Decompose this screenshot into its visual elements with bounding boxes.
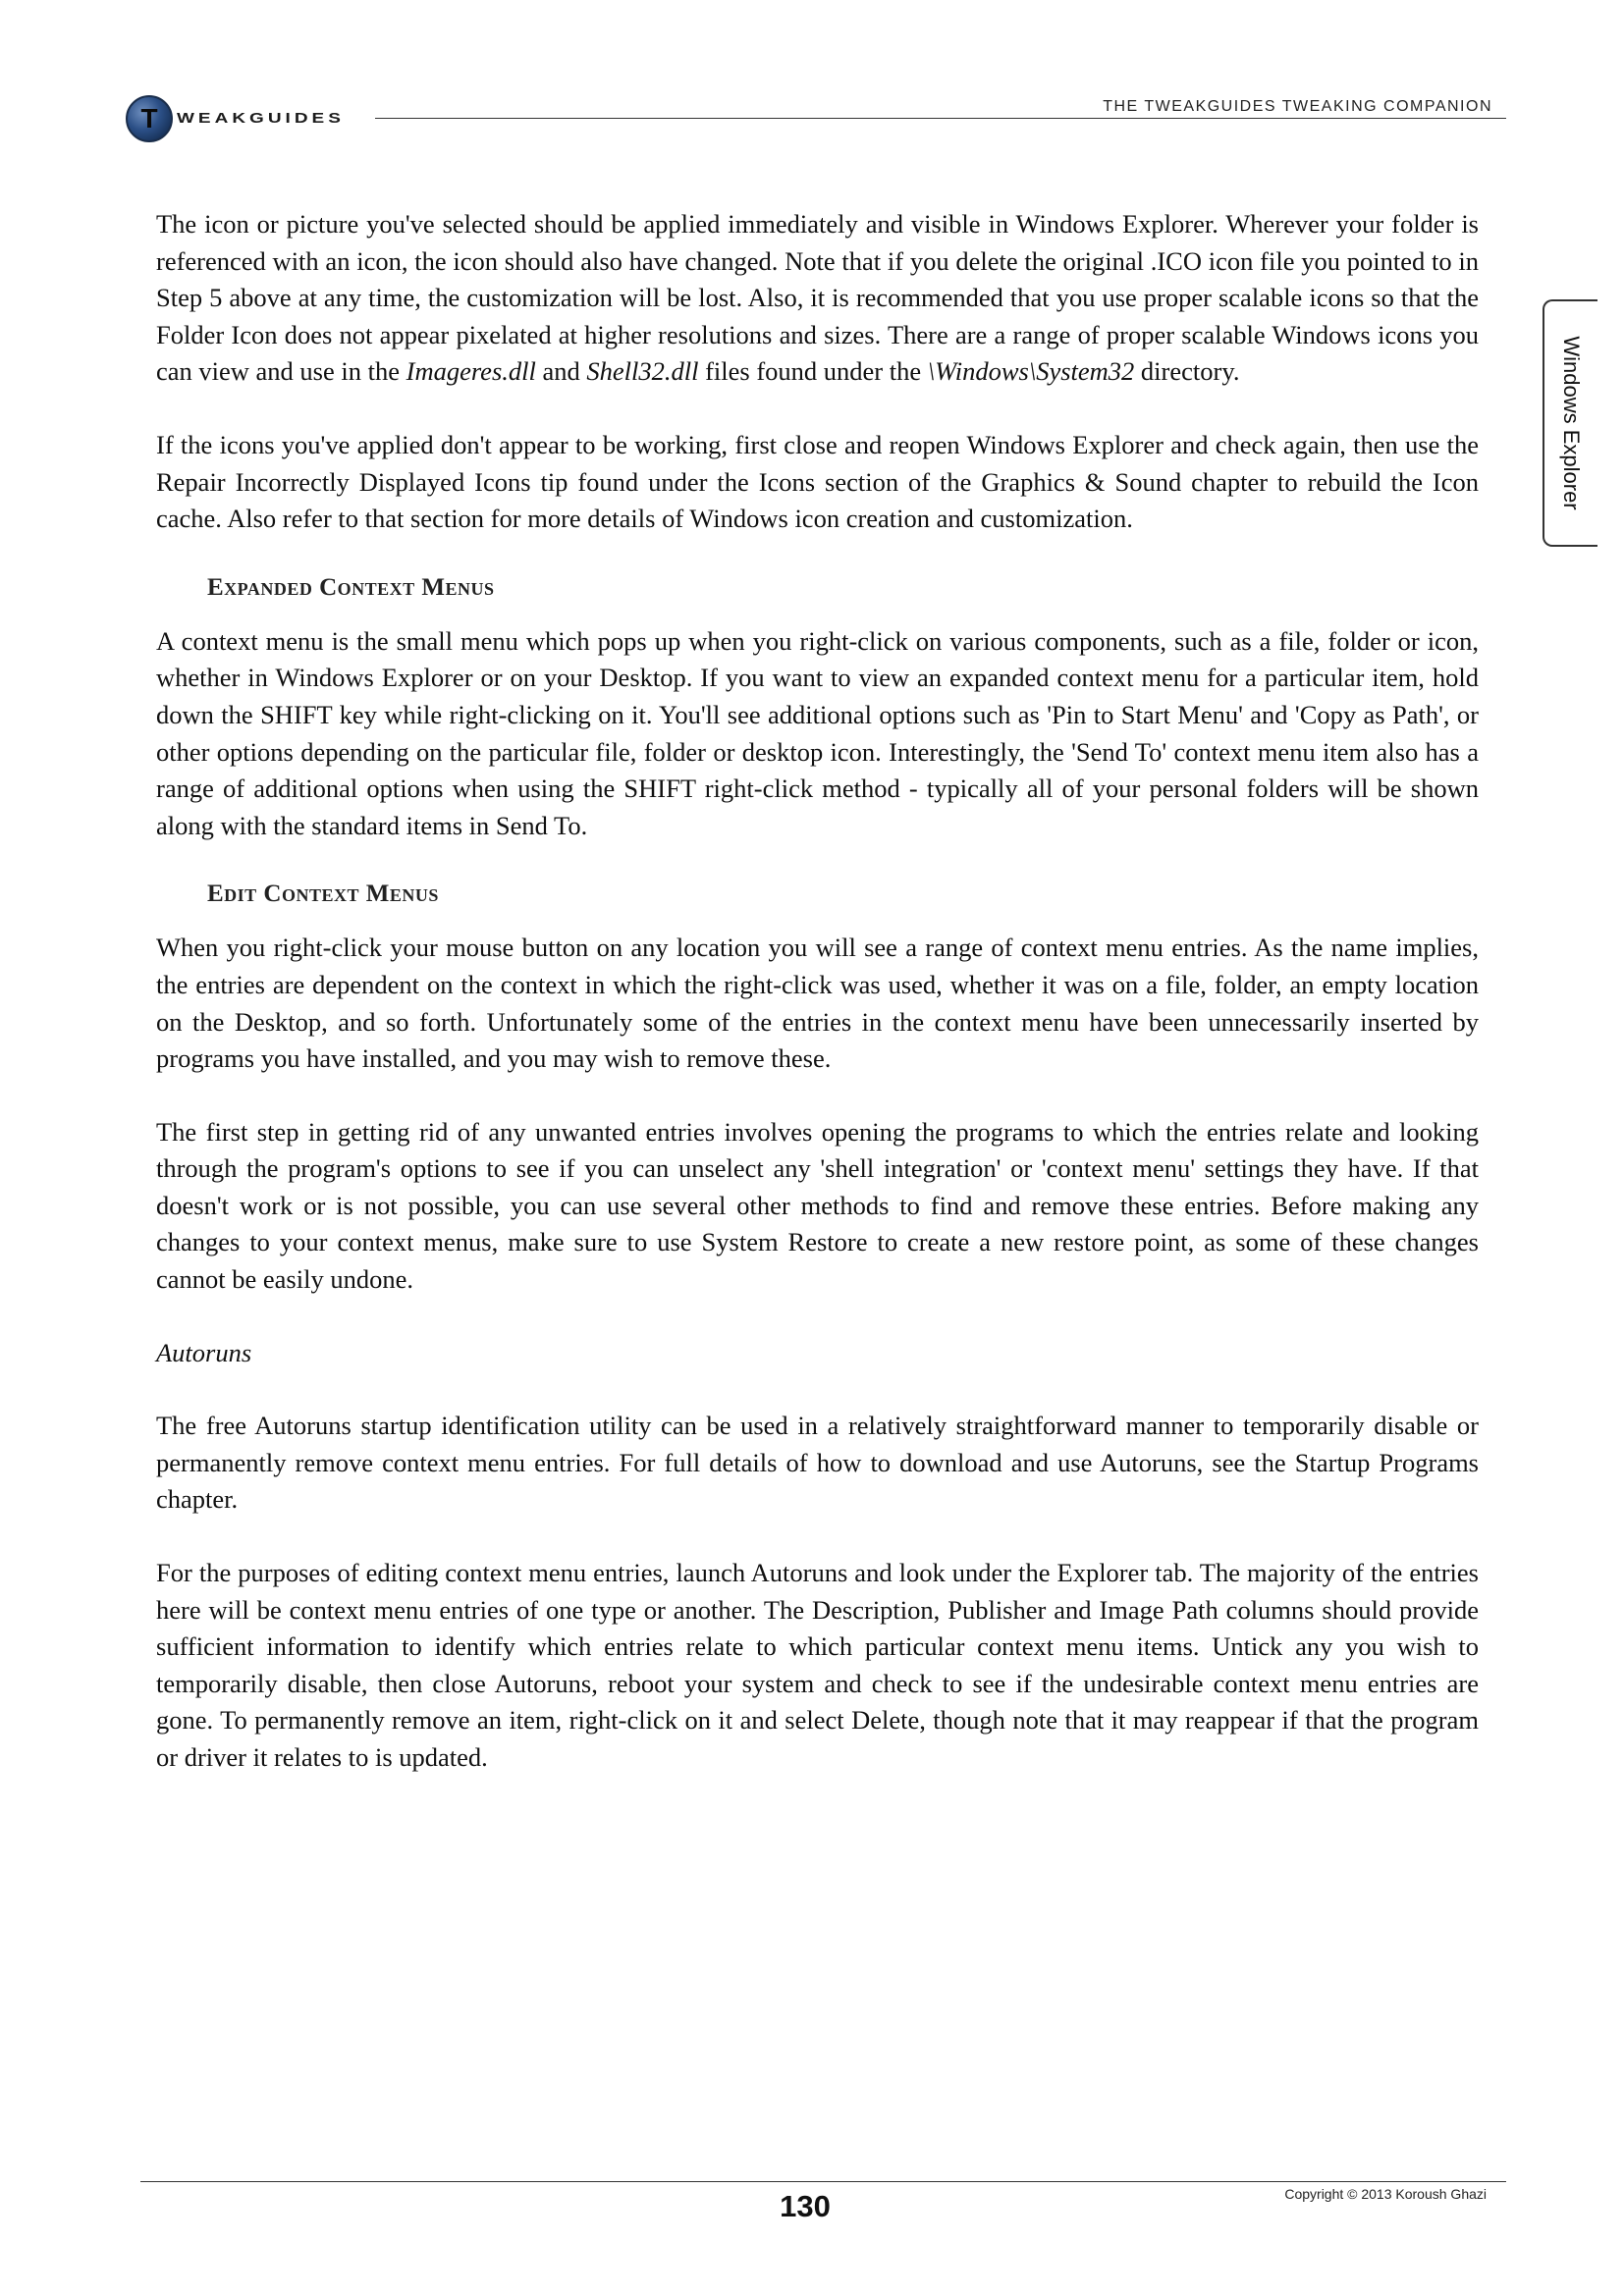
paragraph-context-menu: A context menu is the small menu which pops up when you right-click on various components, such as a file, folder or icon, whether in Windows Explorer or on your Desktop. If you want to view an expanded context menu for a particular item, hold down the SHIFT key while right-clicking on it. You'll see additional options such as 'Pin to Start Menu' and 'Copy as Path', or other options depending on the particular file, folder or desktop icon. Interestingly, the 'Send To' context menu item also has a range of additional options when using the SHIFT right-click method - typically all of your personal folders will be shown along with the standard items in Send To. <box>156 625 1479 840</box>
header-title: THE TWEAKGUIDES TWEAKING COMPANION <box>1103 98 1492 115</box>
header-rule <box>375 118 1506 119</box>
page-header <box>126 94 1506 143</box>
file-name-shell32: Shell32.dll <box>586 356 699 387</box>
logo-text: WEAKGUIDES <box>177 110 345 127</box>
directory-path: \Windows\System32 <box>927 356 1135 387</box>
paragraph-icons-not-working: If the icons you've applied don't appear to be working, first close and reopen Windows Explorer and check again, then use the Repair Incorrectly Displayed Icons tip found under the Icons section of the Graphics & Sound chapter to rebuild the Icon cache. Also refer to that section for more details of Windows icon creation and customization. <box>156 429 1479 534</box>
logo-globe-icon <box>126 95 173 142</box>
page-number: 130 <box>780 2189 831 2223</box>
chapter-side-tab <box>1543 299 1597 547</box>
paragraph-first-step: The first step in getting rid of any unwanted entries involves opening the programs to which the entries relate and looking through the program's options to see if you can unselect any 'shell integration' or 'context menu' settings they have. If that doesn't work or is not possible, you can use several other methods to find and remove these entries. Before making any changes to your context menus, make sure to use System Restore to create a new restore point, as some of these changes cannot be easily undone. <box>156 1116 1479 1295</box>
paragraph-autoruns-editing: For the purposes of editing context menu entries, launch Autoruns and look under the Explorer tab. The majority of the entries here will be context menu entries of one type or another. The Description, Publisher and Image Path columns should provide sufficient information to identify which entries relate to which particular context menu items. Untick any you wish to temporarily disable, then close Autoruns, reboot your system and check to see if the undesirable context menu entries are gone. To permanently remove an item, right-click on it and select Delete, though note that it may reappear if that the program or driver it relates to is updated. <box>156 1558 1479 1772</box>
section-heading-expanded-context-menus: Expanded Context Menus <box>207 573 495 601</box>
chapter-side-tab-label: Windows Explorer <box>1559 336 1584 510</box>
paragraph-right-click-entries: When you right-click your mouse button on any location you will see a range of context menu entries. As the name implies, the entries are dependent on the context in which the right-click was used, whether it was on a file, folder, an empty location on the Desktop, and so forth. Unfortunately some of the entries in the context menu have been unnecessarily inserted by programs you have installed, and you may wish to remove these. <box>156 933 1479 1074</box>
subheading-autoruns: Autoruns <box>156 1337 252 1367</box>
section-heading-edit-context-menus: Edit Context Menus <box>207 881 439 908</box>
paragraph-icon-applied <box>156 206 1479 391</box>
page-content <box>156 206 1479 1813</box>
paragraph-text: The icon or picture you've selected should be applied immediately and visible in Windows Explorer. Wherever your folder is referenced with an icon, the icon should also have changed. Note that if you delete the original .ICO icon file you pointed to in Step 5 above at any time, the customization will be lost. Also, it is recommended that you use proper scalable icons so that the Folder Icon does not appear pixelated at higher resolutions and sizes. There are a range of proper scalable Windows icons you can view and use in the <box>156 209 1479 387</box>
tweakguides-logo <box>126 94 345 143</box>
paragraph-autoruns-intro: The free Autoruns startup identification utility can be used in a relatively straightforward manner to temporarily disable or permanently remove context menu entries. For full details of how to download and use Autoruns, see the Startup Programs chapter. <box>156 1411 1479 1515</box>
file-name-imageres: Imageres.dll <box>406 356 536 387</box>
copyright-notice: Copyright © 2013 Koroush Ghazi <box>1284 2186 1487 2202</box>
paragraph-text: and <box>535 356 587 387</box>
paragraph-text: files found under the <box>698 356 928 387</box>
paragraph-text: directory. <box>1134 356 1240 387</box>
footer-rule <box>140 2181 1506 2182</box>
